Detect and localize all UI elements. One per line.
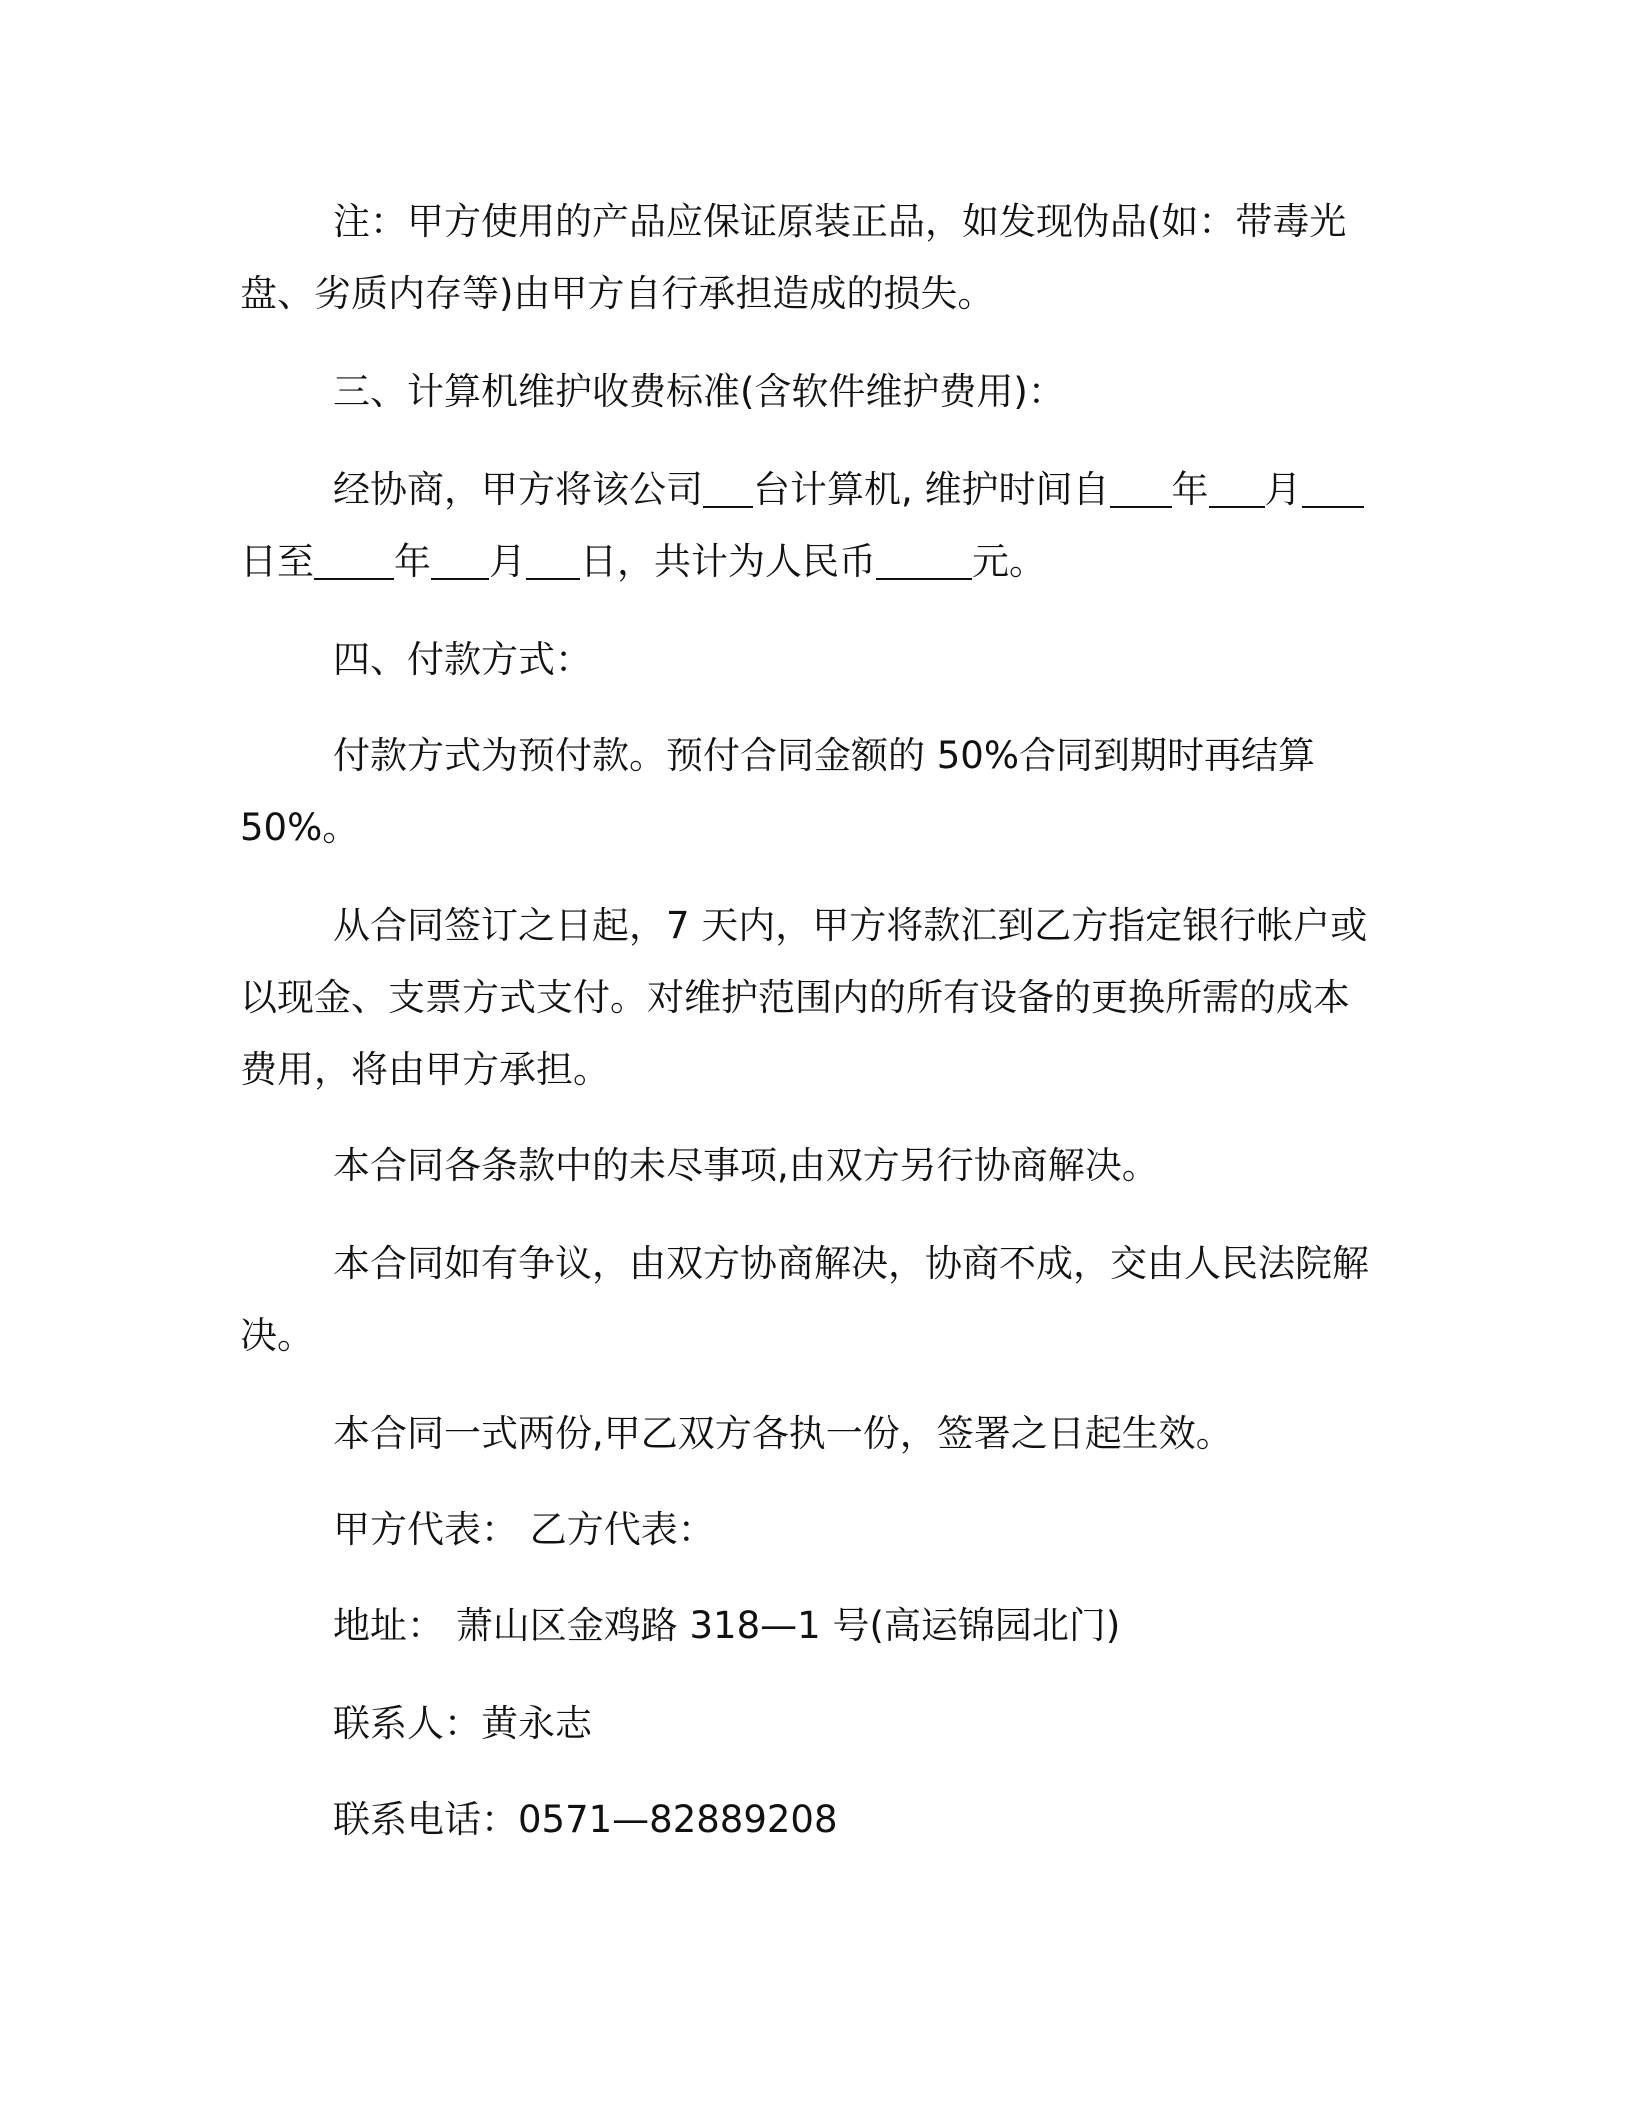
dispute-line-1: 本合同如有争议，由双方协商解决，协商不成，交由人民法院解	[333, 1242, 1369, 1285]
dispute-line-2: 决。	[240, 1314, 314, 1357]
blank-field	[1209, 469, 1265, 508]
fee-text: 月	[489, 540, 526, 583]
section-3-heading: 三、计算机维护收费标准(含软件维护费用)：	[333, 370, 1065, 413]
note-line-2: 盘、劣质内存等)由甲方自行承担造成的损失。	[240, 272, 995, 315]
contact-phone: 联系电话：0571—82889208	[333, 1798, 838, 1841]
note-line-1: 注：甲方使用的产品应保证原装正品，如发现伪品(如：带毒光	[333, 200, 1347, 243]
copies-clause: 本合同一式两份,甲乙双方各执一份，签署之日起生效。	[333, 1412, 1233, 1455]
fee-text: 月	[1264, 468, 1302, 511]
blank-field	[1110, 469, 1172, 508]
section-4-heading: 四、付款方式：	[333, 638, 592, 681]
fee-text: 台计算机, 维护时间自	[753, 468, 1110, 511]
fee-line-1	[333, 454, 1364, 525]
representatives: 甲方代表： 乙方代表：	[333, 1508, 715, 1551]
unresolved-matters: 本合同各条款中的未尽事项,由双方另行协商解决。	[333, 1144, 1159, 1187]
payment-line-2: 50%。	[240, 806, 360, 849]
fee-line-2	[240, 526, 1046, 597]
fee-text: 年	[1171, 468, 1209, 511]
address: 地址： 萧山区金鸡路 318—1 号(高运锦园北门)	[333, 1604, 1121, 1647]
blank-field	[1302, 469, 1364, 508]
fee-text: 元。	[972, 540, 1046, 583]
transfer-line-1: 从合同签订之日起，7 天内，甲方将款汇到乙方指定银行帐户或	[333, 904, 1368, 947]
fee-text: 日，共计为人民币	[580, 540, 876, 583]
contact-person: 联系人：黄永志	[333, 1702, 592, 1745]
transfer-line-2: 以现金、支票方式支付。对维护范围内的所有设备的更换所需的成本	[240, 976, 1350, 1019]
blank-field	[314, 541, 394, 580]
fee-text: 经协商，甲方将该公司	[333, 468, 703, 511]
transfer-line-3: 费用，将由甲方承担。	[240, 1048, 610, 1091]
blank-field	[876, 541, 972, 580]
fee-text: 日至	[240, 540, 314, 583]
payment-line-1: 付款方式为预付款。预付合同金额的 50%合同到期时再结算	[333, 734, 1315, 777]
blank-field	[526, 541, 580, 580]
blank-field	[431, 541, 489, 580]
blank-field	[703, 469, 753, 508]
fee-text: 年	[394, 540, 431, 583]
